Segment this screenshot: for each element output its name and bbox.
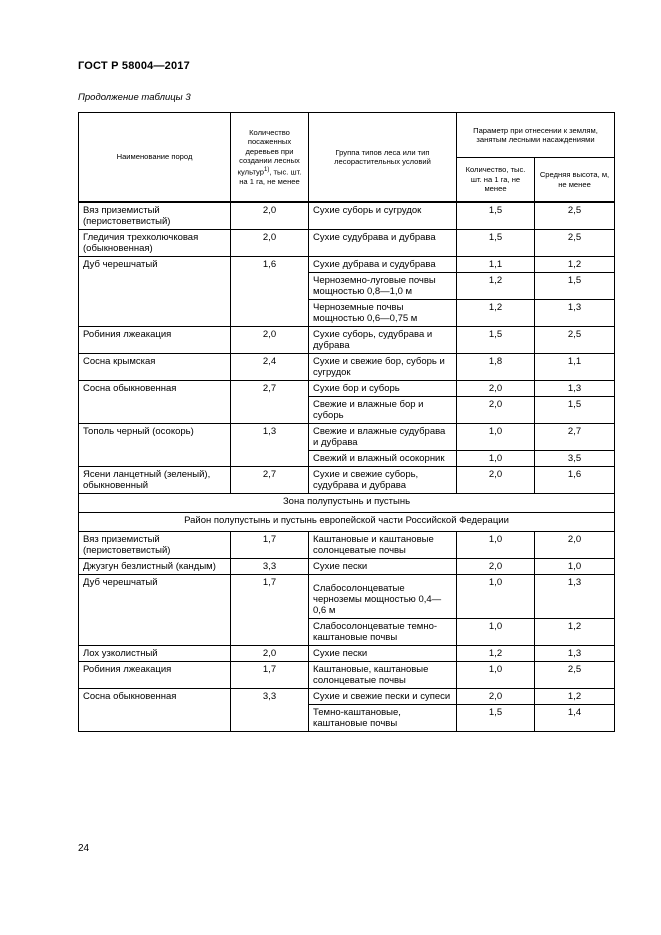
header-species: Наименование пород <box>79 113 231 203</box>
planted-quantity-cell: 2,7 <box>231 467 309 494</box>
species-cell: Сосна крымская <box>79 354 231 381</box>
species-cell: Гледичия трехколючковая (обыкновенная) <box>79 230 231 257</box>
param-height-cell: 1,2 <box>535 619 615 646</box>
forest-group-cell: Слабосолонцеватые черноземы мощностью 0,4—0,6 м <box>309 575 457 619</box>
param-height-cell: 1,3 <box>535 646 615 662</box>
forest-group-cell: Сухие и свежие пески и супеси <box>309 689 457 705</box>
zone-row <box>79 513 615 532</box>
planted-quantity-cell: 2,7 <box>231 381 309 424</box>
forest-group-cell: Свежие и влажные бор и суборь <box>309 397 457 424</box>
param-height-cell: 1,3 <box>535 381 615 397</box>
species-cell: Тополь черный (осокорь) <box>79 424 231 467</box>
forest-group-cell: Каштановые и каштановые солонцеватые почвы <box>309 532 457 559</box>
species-cell: Вяз приземистый (перистоветвистый) <box>79 532 231 559</box>
param-quantity-cell: 1,0 <box>457 619 535 646</box>
header-quantity-planted: Количество посаженных деревьев при создании лесных культур$^{1)}$, тыс. шт. на 1 га, не менее <box>231 113 309 203</box>
species-cell: Дуб черешчатый <box>79 257 231 327</box>
forest-group-cell: Сухие пески <box>309 559 457 575</box>
param-quantity-cell: 2,0 <box>457 467 535 494</box>
table-body <box>79 202 615 732</box>
species-cell: Робиния лжеакация <box>79 327 231 354</box>
table-row <box>79 230 615 257</box>
forest-group-cell: Темно-каштановые, каштановые почвы <box>309 705 457 732</box>
planted-quantity-cell: 1,3 <box>231 424 309 467</box>
param-height-cell: 2,5 <box>535 230 615 257</box>
forest-group-cell: Сухие суборь, судубрава и дубрава <box>309 327 457 354</box>
planted-quantity-cell: 2,0 <box>231 230 309 257</box>
param-quantity-cell: 2,0 <box>457 559 535 575</box>
planted-quantity-cell: 2,0 <box>231 202 309 230</box>
header-forest-group: Группа типов леса или тип лесорастительных условий <box>309 113 457 203</box>
table-row <box>79 202 615 230</box>
param-quantity-cell: 2,0 <box>457 397 535 424</box>
table-row <box>79 662 615 689</box>
param-height-cell: 2,5 <box>535 327 615 354</box>
planted-quantity-cell: 3,3 <box>231 689 309 732</box>
param-quantity-cell: 1,0 <box>457 575 535 619</box>
param-height-cell: 2,5 <box>535 662 615 689</box>
table-row <box>79 532 615 559</box>
table-row <box>79 381 615 397</box>
planted-quantity-cell: 1,7 <box>231 532 309 559</box>
param-quantity-cell: 1,5 <box>457 327 535 354</box>
table-row <box>79 467 615 494</box>
table-row <box>79 424 615 451</box>
header-param-height: Средняя высота, м, не менее <box>535 158 615 203</box>
forest-group-cell: Сухие бор и суборь <box>309 381 457 397</box>
param-quantity-cell: 2,0 <box>457 689 535 705</box>
param-height-cell: 1,5 <box>535 273 615 300</box>
forest-group-cell: Сухие судубрава и дубрава <box>309 230 457 257</box>
header-param-quantity: Количество, тыс. шт. на 1 га, не менее <box>457 158 535 203</box>
forest-group-cell: Черноземно-луговые почвы мощностью 0,8—1,0 м <box>309 273 457 300</box>
species-cell: Робиния лжеакация <box>79 662 231 689</box>
param-height-cell: 1,5 <box>535 397 615 424</box>
species-cell: Вяз приземистый (перистоветвистый) <box>79 202 231 230</box>
param-quantity-cell: 1,5 <box>457 705 535 732</box>
param-height-cell: 1,3 <box>535 300 615 327</box>
forest-group-cell: Сухие пески <box>309 646 457 662</box>
table-header <box>79 113 615 203</box>
param-quantity-cell: 1,8 <box>457 354 535 381</box>
forest-group-cell: Каштановые, каштановые солонцеватые почвы <box>309 662 457 689</box>
planted-quantity-cell: 1,6 <box>231 257 309 327</box>
param-height-cell: 2,0 <box>535 532 615 559</box>
table-row <box>79 354 615 381</box>
zone-heading: Район полупустынь и пустынь европейской части Российской Федерации <box>79 513 615 532</box>
table-row <box>79 327 615 354</box>
table-row <box>79 646 615 662</box>
forest-group-cell: Черноземные почвы мощностью 0,6—0,75 м <box>309 300 457 327</box>
forest-group-cell: Сухие и свежие суборь, судубрава и дубрава <box>309 467 457 494</box>
planted-quantity-cell: 2,0 <box>231 646 309 662</box>
param-quantity-cell: 1,0 <box>457 424 535 451</box>
table-row <box>79 575 615 619</box>
species-cell: Лох узколистный <box>79 646 231 662</box>
forest-group-cell: Слабосолонцеватые темно-каштановые почвы <box>309 619 457 646</box>
param-height-cell: 3,5 <box>535 451 615 467</box>
page-number: 24 <box>78 843 90 854</box>
zone-heading: Зона полупустынь и пустынь <box>79 494 615 513</box>
param-height-cell: 2,5 <box>535 202 615 230</box>
param-height-cell: 1,1 <box>535 354 615 381</box>
forest-group-cell: Сухие и свежие бор, суборь и сугрудок <box>309 354 457 381</box>
zone-row <box>79 494 615 513</box>
forest-norms-table <box>78 112 615 732</box>
species-cell: Джузгун безлистный (кандым) <box>79 559 231 575</box>
header-parameter: Параметр при отнесении к землям, занятым лесными насаждениями <box>457 113 615 158</box>
param-quantity-cell: 1,2 <box>457 273 535 300</box>
planted-quantity-cell: 1,7 <box>231 575 309 646</box>
forest-group-cell: Свежие и влажные судубрава и дубрава <box>309 424 457 451</box>
param-quantity-cell: 1,5 <box>457 202 535 230</box>
param-quantity-cell: 1,2 <box>457 646 535 662</box>
planted-quantity-cell: 2,4 <box>231 354 309 381</box>
param-height-cell: 1,4 <box>535 705 615 732</box>
param-quantity-cell: 1,0 <box>457 532 535 559</box>
param-height-cell: 1,6 <box>535 467 615 494</box>
param-height-cell: 1,2 <box>535 257 615 273</box>
param-quantity-cell: 1,2 <box>457 300 535 327</box>
param-quantity-cell: 1,0 <box>457 451 535 467</box>
param-quantity-cell: 1,5 <box>457 230 535 257</box>
planted-quantity-cell: 2,0 <box>231 327 309 354</box>
forest-group-cell: Сухие дубрава и судубрава <box>309 257 457 273</box>
param-quantity-cell: 1,1 <box>457 257 535 273</box>
species-cell: Сосна обыкновенная <box>79 689 231 732</box>
species-cell: Дуб черешчатый <box>79 575 231 646</box>
document-title: ГОСТ Р 58004—2017 <box>78 60 190 72</box>
param-quantity-cell: 2,0 <box>457 381 535 397</box>
species-cell: Сосна обыкновенная <box>79 381 231 424</box>
param-height-cell: 1,0 <box>535 559 615 575</box>
table-continuation-label: Продолжение таблицы 3 <box>78 92 191 103</box>
planted-quantity-cell: 1,7 <box>231 662 309 689</box>
table-row <box>79 257 615 273</box>
param-height-cell: 2,7 <box>535 424 615 451</box>
param-height-cell: 1,2 <box>535 689 615 705</box>
forest-group-cell: Сухие суборь и сугрудок <box>309 202 457 230</box>
forest-group-cell: Свежий и влажный осокорник <box>309 451 457 467</box>
param-height-cell: 1,3 <box>535 575 615 619</box>
param-quantity-cell: 1,0 <box>457 662 535 689</box>
planted-quantity-cell: 3,3 <box>231 559 309 575</box>
species-cell: Ясени ланцетный (зеленый), обыкновенный <box>79 467 231 494</box>
table-row <box>79 559 615 575</box>
table-row <box>79 689 615 705</box>
